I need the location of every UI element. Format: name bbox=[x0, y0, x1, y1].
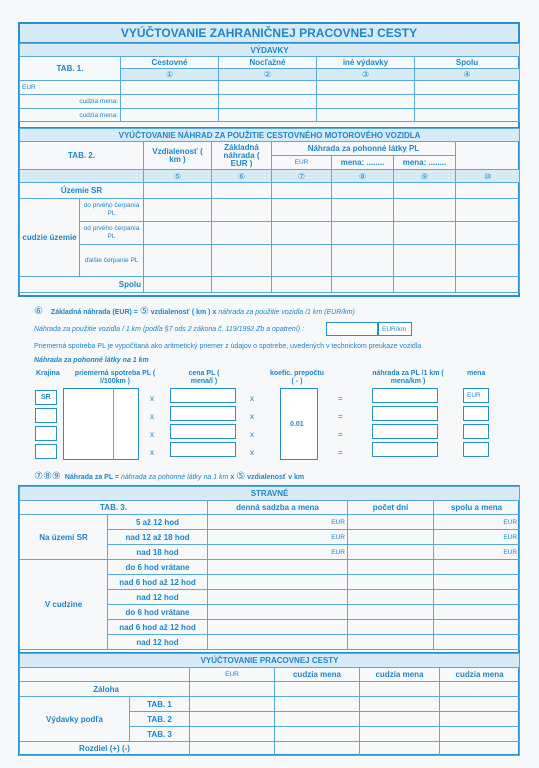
nahrada-pl-text-d: vzdialenosť v km bbox=[247, 474, 305, 481]
cell-input[interactable] bbox=[348, 635, 434, 650]
nahrada-pl-text-c: x bbox=[230, 474, 235, 481]
formula-1-text-a: Základná náhrada (EUR) = bbox=[50, 309, 138, 316]
vyuctovanie-section-title: VYÚČTOVANIE PRACOVNEJ CESTY bbox=[20, 654, 520, 668]
equals-sign: = bbox=[338, 394, 343, 403]
group-cudzina: V cudzine bbox=[20, 560, 108, 650]
h-nahrada: náhrada za PL /1 km ( mena/km ) bbox=[372, 370, 444, 385]
cell-input[interactable] bbox=[272, 222, 332, 245]
h-koef: koefic. prepočtu ( - ) bbox=[269, 370, 325, 385]
row-cudzie-uzemie: cudzie územie bbox=[20, 199, 80, 277]
cell-input[interactable] bbox=[394, 183, 456, 199]
cell-input[interactable] bbox=[208, 635, 348, 650]
row-rozdiel: Rozdiel (+) (-) bbox=[20, 742, 190, 756]
cell-input[interactable] bbox=[348, 530, 434, 545]
header-blank bbox=[20, 668, 190, 682]
nahrada-pl-formula bbox=[34, 471, 304, 482]
col-num-1: ① bbox=[121, 69, 219, 81]
col-pocet-dni: počet dní bbox=[348, 501, 434, 515]
sadzba-eur[interactable]: EUR bbox=[208, 530, 348, 545]
cell-input[interactable] bbox=[440, 742, 520, 756]
cell-input[interactable] bbox=[208, 590, 348, 605]
col-eur: EUR bbox=[190, 668, 275, 682]
cell-input[interactable] bbox=[394, 222, 456, 245]
col-cudzia-mena-2: cudzia mena bbox=[360, 668, 440, 682]
cell-input[interactable] bbox=[394, 245, 456, 277]
cell-input[interactable] bbox=[275, 742, 360, 756]
cell-input[interactable] bbox=[440, 727, 520, 742]
sub-row-do-prveho: do prvého čerpania PL bbox=[80, 199, 144, 222]
h-krajina: Krajina bbox=[36, 370, 60, 377]
sub-eur: EUR bbox=[272, 156, 332, 170]
col-num-6: ⑥ bbox=[212, 170, 272, 183]
col-num-10: ⑩ bbox=[456, 170, 520, 183]
mult-sign: x bbox=[250, 430, 254, 439]
equals-sign: = bbox=[338, 430, 343, 439]
row-zaloha: Záloha bbox=[20, 682, 190, 697]
equals-sign: = bbox=[338, 412, 343, 421]
formula-1-num: ⑥ bbox=[34, 306, 43, 317]
cell-input[interactable] bbox=[317, 95, 415, 109]
cell-input[interactable] bbox=[394, 277, 456, 293]
spolu-eur[interactable]: EUR bbox=[434, 515, 520, 530]
cell-input[interactable] bbox=[360, 682, 440, 697]
cell-input[interactable] bbox=[212, 199, 272, 222]
cudzina-row-label: nad 6 hod až 12 hod bbox=[108, 575, 208, 590]
mult-sign: x bbox=[150, 430, 154, 439]
vozidlo-table bbox=[19, 128, 520, 293]
row-uzemie-sr: Územie SR bbox=[20, 183, 144, 199]
vozidlo-section-title: VYÚČTOVANIE NÁHRAD ZA POUŽITIE CESTOVNÉHO MOTOROVÉHO VOZIDLA bbox=[20, 129, 520, 142]
cell-input[interactable] bbox=[275, 697, 360, 712]
sub-mena-2: mena: ........ bbox=[394, 156, 456, 170]
formula-1-num2: ⑤ bbox=[139, 306, 149, 317]
col-spolu: Spolu bbox=[415, 57, 520, 69]
cell-input[interactable] bbox=[219, 95, 317, 109]
cell-input[interactable] bbox=[144, 183, 212, 199]
cell-input[interactable] bbox=[144, 222, 212, 245]
cell-input[interactable] bbox=[144, 199, 212, 222]
row-vydavky-podla: Výdavky podľa bbox=[20, 697, 130, 742]
cell-input[interactable] bbox=[360, 712, 440, 727]
col-nahrada-pl: Náhrada za pohonné látky PL bbox=[272, 142, 456, 156]
spolu-eur[interactable]: EUR bbox=[434, 545, 520, 560]
col-denna-sadzba: denná sadzba a mena bbox=[208, 501, 348, 515]
sr-row-label: nad 18 hod bbox=[108, 545, 208, 560]
cell-input[interactable] bbox=[332, 277, 394, 293]
nahrada-input[interactable] bbox=[372, 442, 438, 457]
cell-input[interactable] bbox=[348, 560, 434, 575]
cell-input[interactable] bbox=[272, 183, 332, 199]
cena-input[interactable] bbox=[170, 442, 236, 457]
cell-input[interactable] bbox=[208, 605, 348, 620]
col-cudzia-mena-3: cudzia mena bbox=[440, 668, 520, 682]
cell-input[interactable] bbox=[190, 727, 275, 742]
cell-input[interactable] bbox=[456, 222, 520, 245]
sub-row-dalsie: ďalšie čerpanie PL bbox=[80, 245, 144, 277]
krajina-input[interactable] bbox=[35, 408, 57, 423]
row-eur: EUR bbox=[20, 81, 121, 95]
mult-sign: x bbox=[250, 394, 254, 403]
tab3-label: TAB. 3. bbox=[20, 501, 208, 515]
krajina-input[interactable] bbox=[35, 444, 57, 459]
col-num-8: ⑧ bbox=[332, 170, 394, 183]
cell-input[interactable] bbox=[360, 697, 440, 712]
formula-3: Priemerná spotreba PL je vypočítaná ako aritmetický priemer z údajov o spotrebe, uvedených v technickom preukaze vozidla bbox=[34, 343, 422, 350]
cell-input[interactable] bbox=[272, 199, 332, 222]
h-cena: cena PL ( mena/l ) bbox=[188, 370, 220, 385]
group-sr: Na území SR bbox=[20, 515, 108, 560]
col-num-5: ⑤ bbox=[144, 170, 212, 183]
col-cudzia-mena-1: cudzia mena bbox=[275, 668, 360, 682]
cudzina-row-label: nad 12 hod bbox=[108, 590, 208, 605]
cell-input[interactable] bbox=[190, 742, 275, 756]
cell-input[interactable] bbox=[394, 199, 456, 222]
nahrada-pl-text-a: Náhrada za PL = bbox=[64, 474, 120, 481]
cell-input[interactable] bbox=[348, 590, 434, 605]
cell-input[interactable] bbox=[440, 697, 520, 712]
cell-input[interactable] bbox=[440, 712, 520, 727]
nahrada-input[interactable] bbox=[372, 388, 438, 403]
cell-input[interactable] bbox=[332, 222, 394, 245]
col-noclazne: Nocľažné bbox=[219, 57, 317, 69]
formula-1-text-b: vzdialenosť ( km ) x bbox=[150, 309, 217, 316]
cell-input[interactable] bbox=[190, 682, 275, 697]
spotreba-divider bbox=[113, 388, 114, 460]
cell-input[interactable] bbox=[456, 277, 520, 293]
mult-sign: x bbox=[150, 394, 154, 403]
vyuctovanie-table bbox=[19, 653, 520, 756]
cena-input[interactable] bbox=[170, 424, 236, 439]
row-tab-2: TAB. 2 bbox=[130, 712, 190, 727]
cell-input[interactable] bbox=[348, 575, 434, 590]
h-mena: mena bbox=[467, 370, 486, 377]
cell-input[interactable] bbox=[144, 277, 212, 293]
row-tab-1: TAB. 1 bbox=[130, 697, 190, 712]
num-row-blank bbox=[20, 170, 144, 183]
mult-sign: x bbox=[250, 412, 254, 421]
stravne-table bbox=[19, 486, 520, 650]
cell-input[interactable] bbox=[360, 727, 440, 742]
formula-1-text-c: náhrada za použitie vozidla /1 km (EUR/km) bbox=[218, 309, 355, 316]
cell-input[interactable] bbox=[434, 560, 520, 575]
cell-input[interactable] bbox=[190, 712, 275, 727]
mena-input[interactable] bbox=[463, 424, 489, 439]
cell-input[interactable] bbox=[415, 81, 520, 95]
row-cudzia-mena-2: cudzia mena: bbox=[20, 109, 121, 122]
spolu-eur[interactable]: EUR bbox=[434, 530, 520, 545]
cell-input[interactable] bbox=[348, 515, 434, 530]
cell-input[interactable] bbox=[219, 109, 317, 122]
cudzina-row-label: do 6 hod vrátane bbox=[108, 560, 208, 575]
cell-input[interactable] bbox=[219, 81, 317, 95]
nahrada-pl-num2: ⑤ bbox=[236, 471, 246, 482]
formula-1 bbox=[34, 306, 355, 317]
col-num-4: ④ bbox=[415, 69, 520, 81]
sub-mena-1: mena: ........ bbox=[332, 156, 394, 170]
form-title: VYÚČTOVANIE ZAHRANIČNEJ PRACOVNEJ CESTY bbox=[120, 26, 418, 40]
mena-input[interactable] bbox=[463, 406, 489, 421]
cena-input[interactable] bbox=[170, 388, 236, 403]
cena-input[interactable] bbox=[170, 406, 236, 421]
mult-sign: x bbox=[150, 412, 154, 421]
cell-input[interactable] bbox=[317, 109, 415, 122]
sr-row-label: nad 12 až 18 hod bbox=[108, 530, 208, 545]
cell-input[interactable] bbox=[434, 635, 520, 650]
sadzba-eur[interactable]: EUR bbox=[208, 545, 348, 560]
cell-input[interactable] bbox=[415, 95, 520, 109]
eur-km-unit: EUR/km bbox=[382, 326, 407, 333]
mena-eur: EUR bbox=[467, 392, 481, 399]
cell-input[interactable] bbox=[434, 620, 520, 635]
cell-input[interactable] bbox=[212, 277, 272, 293]
cell-input[interactable] bbox=[275, 727, 360, 742]
cell-input[interactable] bbox=[212, 245, 272, 277]
col-ine-vydavky: iné výdavky bbox=[317, 57, 415, 69]
sadzba-eur[interactable]: EUR bbox=[208, 515, 348, 530]
cell-input[interactable] bbox=[317, 81, 415, 95]
col-num-7: ⑦ bbox=[272, 170, 332, 183]
mena-input[interactable] bbox=[463, 442, 489, 457]
col-num-2: ② bbox=[219, 69, 317, 81]
cudzina-row-label: nad 6 hod až 12 hod bbox=[108, 620, 208, 635]
col-vzdialenost: Vzdialenosť ( km ) bbox=[144, 142, 212, 170]
cell-input[interactable] bbox=[121, 81, 219, 95]
col-zakladna-nahrada: Základná náhrada ( EUR ) bbox=[212, 142, 272, 170]
h-spotreba: priemerná spotreba PL ( l/100km ) bbox=[74, 370, 156, 385]
tab2-label: TAB. 2. bbox=[20, 142, 144, 170]
cell-input[interactable] bbox=[360, 742, 440, 756]
cell-input[interactable] bbox=[434, 605, 520, 620]
row-spolu: Spolu bbox=[20, 277, 144, 293]
nahrada-pl-text-b: náhrada za pohonné látky na 1 km bbox=[120, 474, 229, 481]
cell-input[interactable] bbox=[434, 590, 520, 605]
cell-input[interactable] bbox=[332, 183, 394, 199]
cell-input[interactable] bbox=[121, 109, 219, 122]
col-num-9: ⑨ bbox=[394, 170, 456, 183]
mult-sign: x bbox=[150, 448, 154, 457]
equals-sign: = bbox=[338, 448, 343, 457]
spotreba-input[interactable] bbox=[63, 388, 139, 460]
cell-input[interactable] bbox=[456, 199, 520, 222]
nahrada-input[interactable] bbox=[372, 424, 438, 439]
cell-input[interactable] bbox=[208, 620, 348, 635]
vydavky-section-title: VÝDAVKY bbox=[20, 44, 520, 57]
cell-input[interactable] bbox=[208, 560, 348, 575]
formula-4: Náhrada za pohonné látky na 1 km bbox=[34, 357, 149, 364]
stravne-section-title: STRAVNÉ bbox=[20, 487, 520, 501]
cell-input[interactable] bbox=[275, 712, 360, 727]
cell-input[interactable] bbox=[348, 545, 434, 560]
col-cestovne: Cestovné bbox=[121, 57, 219, 69]
nahrada-pl-nums: ⑦⑧⑨ bbox=[34, 471, 61, 482]
nahrada-input[interactable] bbox=[372, 406, 438, 421]
row-cudzia-mena-1: cudzia mena: bbox=[20, 95, 121, 109]
cell-input[interactable] bbox=[190, 697, 275, 712]
header-blank bbox=[456, 142, 520, 170]
eur-km-input[interactable] bbox=[326, 322, 378, 336]
cell-input[interactable] bbox=[348, 605, 434, 620]
cell-input[interactable] bbox=[456, 245, 520, 277]
cell-input[interactable] bbox=[415, 109, 520, 122]
formula-2: Náhrada za použitie vozidla / 1 km (podľa §7 ods 2 zákona č. 119/1992 Zb a opatrení) : bbox=[34, 326, 304, 333]
sr-row-label: 5 až 12 hod bbox=[108, 515, 208, 530]
krajina-sr-label: SR bbox=[41, 394, 51, 401]
cell-input[interactable] bbox=[272, 277, 332, 293]
cudzina-row-label: nad 12 hod bbox=[108, 635, 208, 650]
cell-input[interactable] bbox=[456, 183, 520, 199]
cell-input[interactable] bbox=[272, 245, 332, 277]
cell-input[interactable] bbox=[434, 575, 520, 590]
cell-input[interactable] bbox=[212, 183, 272, 199]
cell-input[interactable] bbox=[332, 199, 394, 222]
cell-input[interactable] bbox=[208, 575, 348, 590]
cudzina-row-label: do 6 hod vrátane bbox=[108, 605, 208, 620]
col-num-3: ③ bbox=[317, 69, 415, 81]
row-tab-3: TAB. 3 bbox=[130, 727, 190, 742]
cell-input[interactable] bbox=[440, 682, 520, 697]
koef-value: 0.01 bbox=[290, 421, 304, 428]
krajina-input[interactable] bbox=[35, 426, 57, 441]
cell-input[interactable] bbox=[212, 222, 272, 245]
col-spolu-mena: spolu a mena bbox=[434, 501, 520, 515]
cell-input[interactable] bbox=[275, 682, 360, 697]
cell-input[interactable] bbox=[144, 245, 212, 277]
vydavky-table bbox=[19, 43, 520, 122]
sub-row-od-prveho: od prvého čerpania PL bbox=[80, 222, 144, 245]
mult-sign: x bbox=[250, 448, 254, 457]
tab1-label: TAB. 1. bbox=[20, 57, 121, 81]
cell-input[interactable] bbox=[348, 620, 434, 635]
cell-input[interactable] bbox=[121, 95, 219, 109]
cell-input[interactable] bbox=[332, 245, 394, 277]
